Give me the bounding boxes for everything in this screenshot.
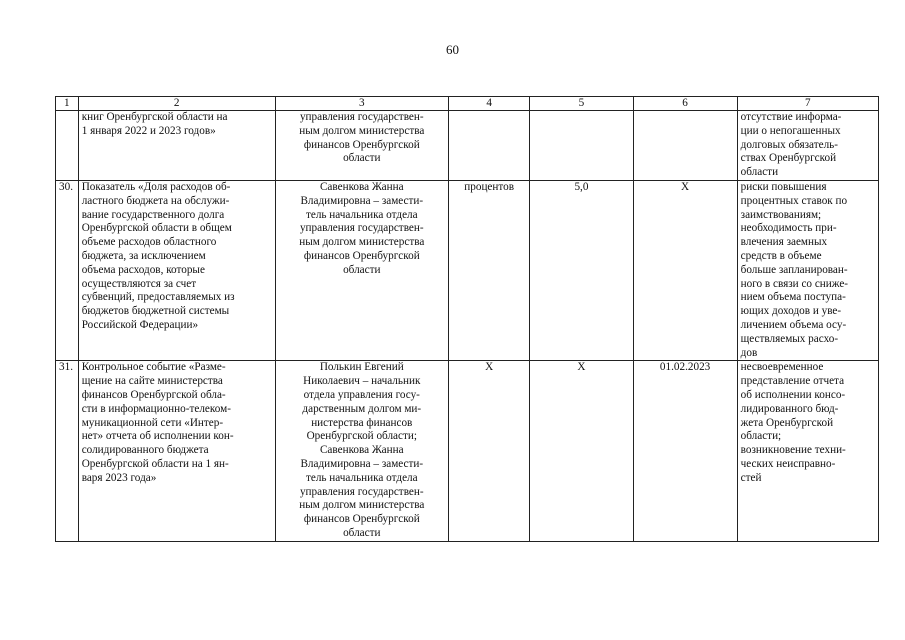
responsible-person-line: управления государствен- xyxy=(299,111,424,123)
risks-description-line: ческих неисправно- xyxy=(740,457,836,470)
risks-description-line: нием объема поступа- xyxy=(740,291,846,304)
column-header: 6 xyxy=(633,97,737,111)
responsible-person xyxy=(275,111,448,181)
risks-description-line: больше запланирован- xyxy=(740,263,848,276)
indicator-name-line: осуществляются за счет xyxy=(81,277,197,290)
document-table xyxy=(55,96,879,542)
column-header: 3 xyxy=(275,97,448,111)
responsible-person-line: ным долгом министерства xyxy=(299,236,425,249)
risks-description-line: ющих доходов и уве- xyxy=(740,305,842,318)
responsible-person-line: тель начальника отдела xyxy=(305,471,418,484)
indicator-value: Х xyxy=(530,361,633,541)
table-header-row xyxy=(56,97,879,111)
responsible-person-line: Полькин Евгений xyxy=(319,361,404,374)
indicator-value: 5,0 xyxy=(530,180,633,360)
responsible-person-line: Савенкова Жанна xyxy=(319,444,404,457)
risks-description-line: средств в объеме xyxy=(740,249,822,262)
risks-description-line: несвоевременное xyxy=(740,361,824,374)
indicator-name-line: объема расходов, которые xyxy=(81,263,205,276)
table-row xyxy=(56,111,879,181)
risks-description-line: заимствованиям; xyxy=(740,208,822,221)
responsible-person-line: финансов Оренбургской xyxy=(303,138,420,151)
indicator-name-line: щение на сайте министерства xyxy=(81,375,223,388)
responsible-person-line: финансов Оренбургской xyxy=(303,513,420,526)
risks-description-line: дов xyxy=(740,346,758,359)
indicator-name-line: бюджетов бюджетной системы xyxy=(81,305,230,318)
row-number: 31. xyxy=(56,361,79,541)
responsible-person xyxy=(275,361,448,541)
indicator-name-line: объеме расходов областного xyxy=(81,236,217,249)
indicator-name-line: солидированного бюджета xyxy=(81,444,209,457)
indicator-name-line: субвенций, предоставляемых из xyxy=(81,291,235,304)
responsible-person-line: Оренбургской области; xyxy=(306,430,417,443)
indicator-name-line: ластного бюджета на обслужи- xyxy=(81,194,230,207)
responsible-person-line: нистерства финансов xyxy=(311,416,413,429)
row-number xyxy=(56,111,79,181)
indicator-name-line: бюджета, за исключением xyxy=(81,249,206,262)
unit-of-measure: Х xyxy=(448,361,529,541)
responsible-person-line: области xyxy=(343,526,381,539)
indicator-name-line: муникационной сети «Интер- xyxy=(81,416,224,429)
risks-description-line: жета Оренбургской xyxy=(740,416,834,429)
column-header: 5 xyxy=(530,97,633,111)
risks-description-line: ствах Оренбургской xyxy=(740,152,837,165)
deadline-date: 01.02.2023 xyxy=(633,361,737,541)
indicator-name-line: финансов Оренбургской обла- xyxy=(81,388,226,401)
indicator-name-line: сти в информационно-телеком- xyxy=(81,402,231,415)
risks-description-line: необходимость при- xyxy=(740,222,837,235)
indicator-name-line: Российской Федерации» xyxy=(81,318,199,331)
indicator-name-line: Показатель «Доля расходов об- xyxy=(81,180,231,193)
risks-description-line: процентных ставок по xyxy=(740,194,848,207)
responsible-person-line: тель начальника отдела xyxy=(305,208,418,221)
responsible-person-line: Владимировна – замести- xyxy=(300,194,424,207)
indicator-name-line: 1 января 2022 и 2023 годов» xyxy=(81,124,216,137)
table-row xyxy=(56,180,879,360)
risks-description-line: возникновение техни- xyxy=(740,444,846,457)
risks-description-line: лидированного бюд- xyxy=(740,402,839,415)
column-header: 4 xyxy=(448,97,529,111)
column-header: 2 xyxy=(78,97,275,111)
responsible-person-line: Савенкова Жанна xyxy=(319,180,404,193)
risks-description-line: долговых обязатель- xyxy=(740,138,838,151)
deadline-date xyxy=(633,111,737,181)
indicator-name xyxy=(78,111,275,181)
risks-description xyxy=(737,180,878,360)
unit-of-measure: процентов xyxy=(448,180,529,360)
indicator-name-line: Оренбургской области на 1 ян- xyxy=(81,457,229,470)
column-header: 7 xyxy=(737,97,878,111)
indicator-name-line: книг Оренбургской области на xyxy=(81,111,228,123)
table-row xyxy=(56,361,879,541)
indicator-name xyxy=(78,361,275,541)
responsible-person-line: области xyxy=(343,152,381,165)
page-number: 60 xyxy=(446,42,459,57)
row-number: 30. xyxy=(56,180,79,360)
responsible-person-line: дарственным долгом ми- xyxy=(302,402,422,415)
responsible-person-line: области xyxy=(343,263,381,276)
table-body xyxy=(56,111,879,542)
responsible-person-line: отдела управления госу- xyxy=(303,388,420,401)
responsible-person-line: управления государствен- xyxy=(299,222,424,235)
indicator-name-line: нет» отчета об исполнении кон- xyxy=(81,430,234,443)
responsible-person-line: ным долгом министерства xyxy=(299,499,425,512)
deadline-date: Х xyxy=(633,180,737,360)
responsible-person-line: Владимировна – замести- xyxy=(300,457,424,470)
responsible-person xyxy=(275,180,448,360)
risks-description xyxy=(737,111,878,181)
risks-description-line: ции о непогашенных xyxy=(740,124,841,137)
column-header: 1 xyxy=(56,97,79,111)
responsible-person-line: Николаевич – начальник xyxy=(303,375,421,388)
responsible-person-line: ным долгом министерства xyxy=(299,124,425,137)
risks-description-line: области xyxy=(740,166,779,179)
risks-description-line: стей xyxy=(740,471,762,484)
risks-description-line: риски повышения xyxy=(740,180,827,193)
indicator-name-line: Оренбургской области в общем xyxy=(81,222,232,235)
indicator-name xyxy=(78,180,275,360)
indicator-name-line: Контрольное событие «Разме- xyxy=(81,361,226,374)
risks-description-line: отсутствие информа- xyxy=(740,111,842,123)
risks-description-line: представление отчета xyxy=(740,375,845,388)
risks-description-line: об исполнении консо- xyxy=(740,388,846,401)
unit-of-measure xyxy=(448,111,529,181)
risks-description-line: ного в связи со сниже- xyxy=(740,277,849,290)
risks-description-line: личением объема осу- xyxy=(740,318,847,331)
indicator-name-line: вание государственного долга xyxy=(81,208,225,221)
risks-description-line: области; xyxy=(740,430,782,443)
risks-description-line: ществляемых расхо- xyxy=(740,332,839,345)
risks-description-line: влечения заемных xyxy=(740,236,828,249)
risks-description xyxy=(737,361,878,541)
indicator-value xyxy=(530,111,633,181)
responsible-person-line: финансов Оренбургской xyxy=(303,249,420,262)
responsible-person-line: управления государствен- xyxy=(299,485,424,498)
indicator-name-line: варя 2023 года» xyxy=(81,471,157,484)
